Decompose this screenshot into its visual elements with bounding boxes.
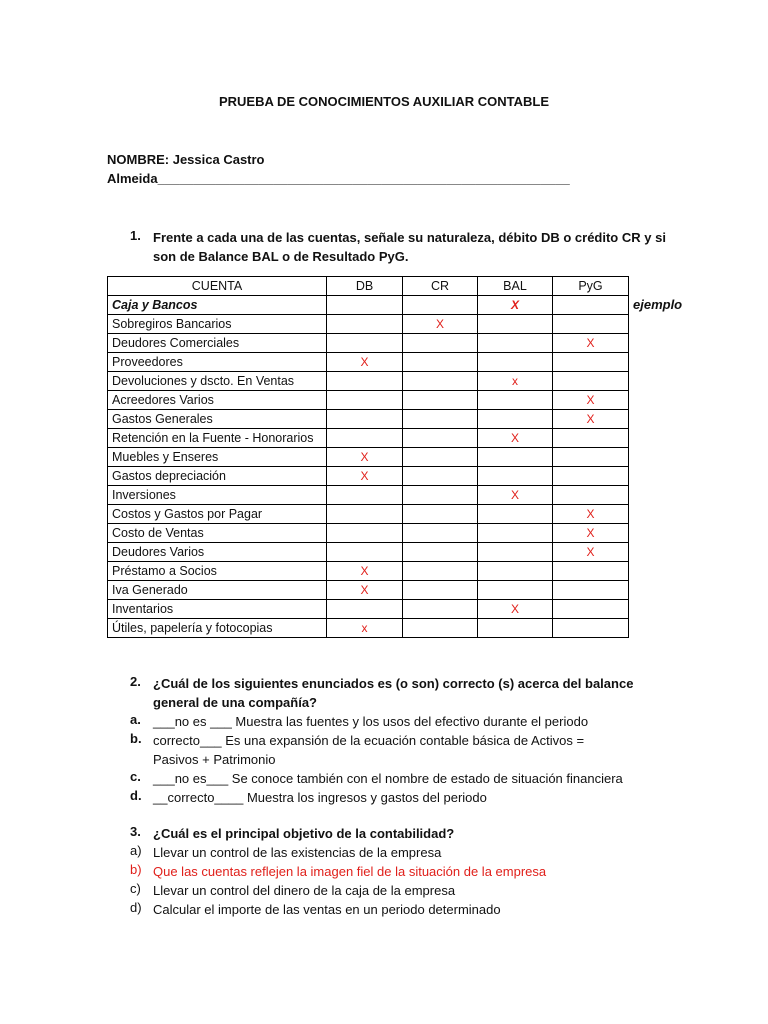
header-cr: CR	[403, 277, 478, 296]
table-row	[108, 296, 629, 315]
db-mark-cell: X	[327, 448, 403, 467]
cr-mark-cell	[403, 448, 478, 467]
question-2-option-b: correcto___ Es una expansión de la ecuación contable básica de Activos = Pasivos + Patrimonio	[153, 733, 585, 767]
pyg-mark-cell: X	[553, 391, 629, 410]
question-2-option-a-letter: a.	[130, 712, 141, 727]
db-mark-cell	[327, 600, 403, 619]
db-mark-cell: x	[327, 619, 403, 638]
question-3-option-d-letter: d)	[130, 900, 142, 915]
table-row	[108, 600, 629, 619]
table-row	[108, 619, 629, 638]
pyg-mark-cell	[553, 581, 629, 600]
question-2-number: 2.	[130, 674, 141, 689]
account-name-cell: Gastos Generales	[108, 410, 327, 429]
db-mark-cell	[327, 334, 403, 353]
bal-mark-cell	[478, 505, 553, 524]
question-1-text: Frente a cada una de las cuentas, señale su naturaleza, débito DB o crédito CR y si son de Balance BAL o de Resultado PyG.	[153, 230, 666, 264]
table-row	[108, 315, 629, 334]
cr-mark-cell	[403, 543, 478, 562]
db-mark-cell	[327, 315, 403, 334]
cr-mark-cell	[403, 524, 478, 543]
cr-mark-cell	[403, 353, 478, 372]
pyg-mark-cell	[553, 600, 629, 619]
db-mark-cell	[327, 391, 403, 410]
cr-mark-cell	[403, 619, 478, 638]
cr-mark-cell: X	[403, 315, 478, 334]
page-title: PRUEBA DE CONOCIMIENTOS AUXILIAR CONTABLE	[218, 94, 550, 109]
account-name-cell: Inversiones	[108, 486, 327, 505]
pyg-mark-cell	[553, 372, 629, 391]
bal-mark-cell	[478, 543, 553, 562]
bal-mark-cell: X	[478, 486, 553, 505]
db-mark-cell: X	[327, 562, 403, 581]
cr-mark-cell	[403, 429, 478, 448]
question-2-option-d: __correcto____ Muestra los ingresos y gastos del periodo	[153, 790, 487, 805]
question-3-option-a: Llevar un control de las existencias de la empresa	[153, 845, 442, 860]
db-mark-cell	[327, 524, 403, 543]
account-name-cell: Caja y Bancos	[108, 296, 327, 315]
table-row	[108, 353, 629, 372]
account-name-cell: Deudores Comerciales	[108, 334, 327, 353]
question-3-option-c-letter: c)	[130, 881, 141, 896]
table-row	[108, 467, 629, 486]
pyg-mark-cell: X	[553, 410, 629, 429]
pyg-mark-cell	[553, 429, 629, 448]
table-row	[108, 486, 629, 505]
bal-mark-cell	[478, 353, 553, 372]
table-row	[108, 334, 629, 353]
account-name-cell: Préstamo a Socios	[108, 562, 327, 581]
question-3-option-b: Que las cuentas reflejen la imagen fiel de la situación de la empresa	[153, 864, 547, 879]
name-line-continuation: Almeida_________________________________________________________	[107, 171, 570, 186]
table-row	[108, 543, 629, 562]
cr-mark-cell	[403, 505, 478, 524]
pyg-mark-cell	[553, 619, 629, 638]
db-mark-cell	[327, 410, 403, 429]
account-name-cell: Retención en la Fuente - Honorarios	[108, 429, 327, 448]
account-name-cell: Gastos depreciación	[108, 467, 327, 486]
header-bal: BAL	[478, 277, 553, 296]
question-3-option-c: Llevar un control del dinero de la caja de la empresa	[153, 883, 456, 898]
cr-mark-cell	[403, 581, 478, 600]
account-name-cell: Deudores Varios	[108, 543, 327, 562]
table-row	[108, 562, 629, 581]
bal-mark-cell	[478, 562, 553, 581]
bal-mark-cell	[478, 315, 553, 334]
cr-mark-cell	[403, 391, 478, 410]
pyg-mark-cell: X	[553, 524, 629, 543]
question-2-option-b-letter: b.	[130, 731, 142, 746]
example-label: ejemplo	[633, 297, 683, 312]
bal-mark-cell	[478, 448, 553, 467]
table-row	[108, 372, 629, 391]
question-2-option-a: ___no es ___ Muestra las fuentes y los usos del efectivo durante el periodo	[153, 714, 589, 729]
db-mark-cell	[327, 372, 403, 391]
account-name-cell: Costo de Ventas	[108, 524, 327, 543]
header-db: DB	[327, 277, 403, 296]
db-mark-cell	[327, 505, 403, 524]
cr-mark-cell	[403, 334, 478, 353]
question-2-option-c-letter: c.	[130, 769, 141, 784]
question-2-option-c: ___no es___ Se conoce también con el nombre de estado de situación financiera	[153, 771, 623, 786]
pyg-mark-cell	[553, 486, 629, 505]
table-row	[108, 524, 629, 543]
bal-mark-cell	[478, 524, 553, 543]
cr-mark-cell	[403, 486, 478, 505]
db-mark-cell: X	[327, 467, 403, 486]
account-name-cell: Proveedores	[108, 353, 327, 372]
account-name-cell: Útiles, papelería y fotocopias	[108, 619, 327, 638]
accounts-table	[107, 276, 629, 638]
table-row	[108, 581, 629, 600]
pyg-mark-cell	[553, 467, 629, 486]
db-mark-cell	[327, 486, 403, 505]
question-3-option-b-letter: b)	[130, 862, 142, 877]
question-2-text: ¿Cuál de los siguientes enunciados es (o son) correcto (s) acerca del balance general de una compañía?	[153, 676, 634, 710]
pyg-mark-cell	[553, 562, 629, 581]
pyg-mark-cell	[553, 448, 629, 467]
pyg-mark-cell: X	[553, 505, 629, 524]
account-name-cell: Devoluciones y dscto. En Ventas	[108, 372, 327, 391]
db-mark-cell	[327, 543, 403, 562]
bal-mark-cell	[478, 410, 553, 429]
header-cuenta: CUENTA	[108, 277, 327, 296]
bal-mark-cell	[478, 334, 553, 353]
db-mark-cell: X	[327, 353, 403, 372]
account-name-cell: Acreedores Varios	[108, 391, 327, 410]
pyg-mark-cell	[553, 296, 629, 315]
question-3-option-a-letter: a)	[130, 843, 142, 858]
db-mark-cell	[327, 296, 403, 315]
table-row	[108, 429, 629, 448]
bal-mark-cell: X	[478, 600, 553, 619]
bal-mark-cell: X	[478, 429, 553, 448]
cr-mark-cell	[403, 296, 478, 315]
pyg-mark-cell: X	[553, 334, 629, 353]
bal-mark-cell	[478, 391, 553, 410]
cr-mark-cell	[403, 467, 478, 486]
question-2-option-d-letter: d.	[130, 788, 142, 803]
pyg-mark-cell: X	[553, 543, 629, 562]
cr-mark-cell	[403, 562, 478, 581]
bal-mark-cell	[478, 581, 553, 600]
cr-mark-cell	[403, 410, 478, 429]
table-row	[108, 448, 629, 467]
table-row	[108, 505, 629, 524]
bal-mark-cell	[478, 619, 553, 638]
header-pyg: PyG	[553, 277, 629, 296]
question-3-number: 3.	[130, 824, 141, 839]
bal-mark-cell	[478, 467, 553, 486]
table-row	[108, 410, 629, 429]
account-name-cell: Sobregiros Bancarios	[108, 315, 327, 334]
account-name-cell: Inventarios	[108, 600, 327, 619]
cr-mark-cell	[403, 600, 478, 619]
table-row	[108, 391, 629, 410]
pyg-mark-cell	[553, 353, 629, 372]
question-1-number: 1.	[130, 228, 141, 243]
question-3-option-d: Calcular el importe de las ventas en un periodo determinado	[153, 902, 501, 917]
db-mark-cell: X	[327, 581, 403, 600]
account-name-cell: Muebles y Enseres	[108, 448, 327, 467]
name-label: NOMBRE: Jessica Castro	[107, 152, 265, 167]
cr-mark-cell	[403, 372, 478, 391]
bal-mark-cell: x	[478, 372, 553, 391]
pyg-mark-cell	[553, 315, 629, 334]
db-mark-cell	[327, 429, 403, 448]
bal-mark-cell: X	[478, 296, 553, 315]
account-name-cell: Iva Generado	[108, 581, 327, 600]
account-name-cell: Costos y Gastos por Pagar	[108, 505, 327, 524]
table-header-row	[108, 277, 629, 296]
question-3-text: ¿Cuál es el principal objetivo de la contabilidad?	[153, 826, 455, 841]
